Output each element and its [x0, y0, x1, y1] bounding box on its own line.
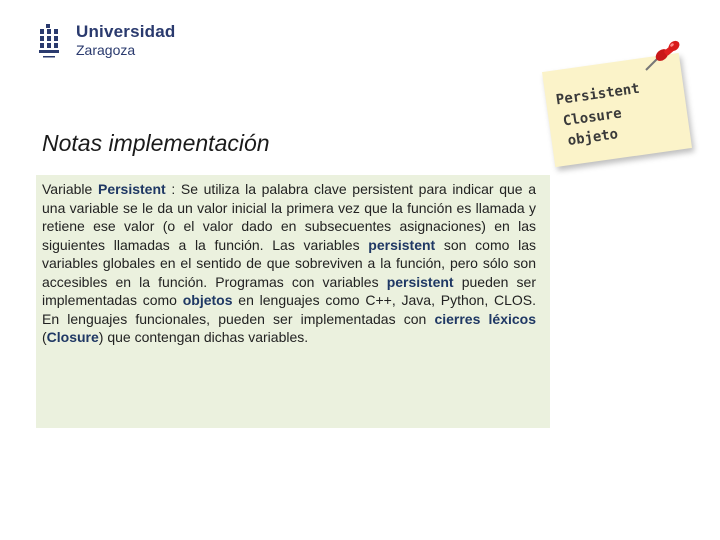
keyword-persistent: Persistent [97, 181, 166, 197]
sticky-line-closure: Closure [561, 105, 623, 130]
keyword-persistent: persistent [386, 273, 454, 290]
logo-city: Zaragoza [76, 42, 136, 58]
body-text: son como las variables globales en el sentido de que sobreviven a la función, pero sólo son accesibles en la función. Programas con variables [42, 236, 536, 290]
body-text: ( [42, 329, 47, 345]
keyword-cierres-lexicos: cierres léxicos [434, 310, 537, 327]
body-text: en lenguajes como C++, Java, Python, CLOS. En lenguajes funcionales, pueden ser implementadas con [42, 292, 537, 327]
page-title: Notas implementación [42, 130, 270, 156]
body-text: Variable [42, 181, 98, 197]
keyword-persistent: persistent [368, 236, 436, 253]
body-text: ) que contengan dichas variables. [98, 329, 309, 345]
notes-text-box [36, 175, 550, 428]
sticky-line-persistent: Persistent [554, 80, 641, 109]
sticky-line-objeto: objeto [566, 126, 620, 150]
logo-name: Universidad [76, 22, 176, 41]
university-logo [38, 22, 178, 64]
keyword-closure: Closure [46, 329, 99, 345]
push-pin-icon [640, 40, 682, 74]
body-text: : Se utiliza la palabra clave persistent para indicar que a una variable se le da un valor inicial la primera vez que la función es llamada y retiene ese valor (o el valor dado en subsecuentes asignaciones) en las siguientes llamadas a la función. Las variables [42, 181, 537, 253]
keyword-objetos: objetos [182, 292, 233, 308]
body-text: pueden ser implementadas como [42, 273, 536, 308]
university-crest-icon [38, 24, 60, 60]
